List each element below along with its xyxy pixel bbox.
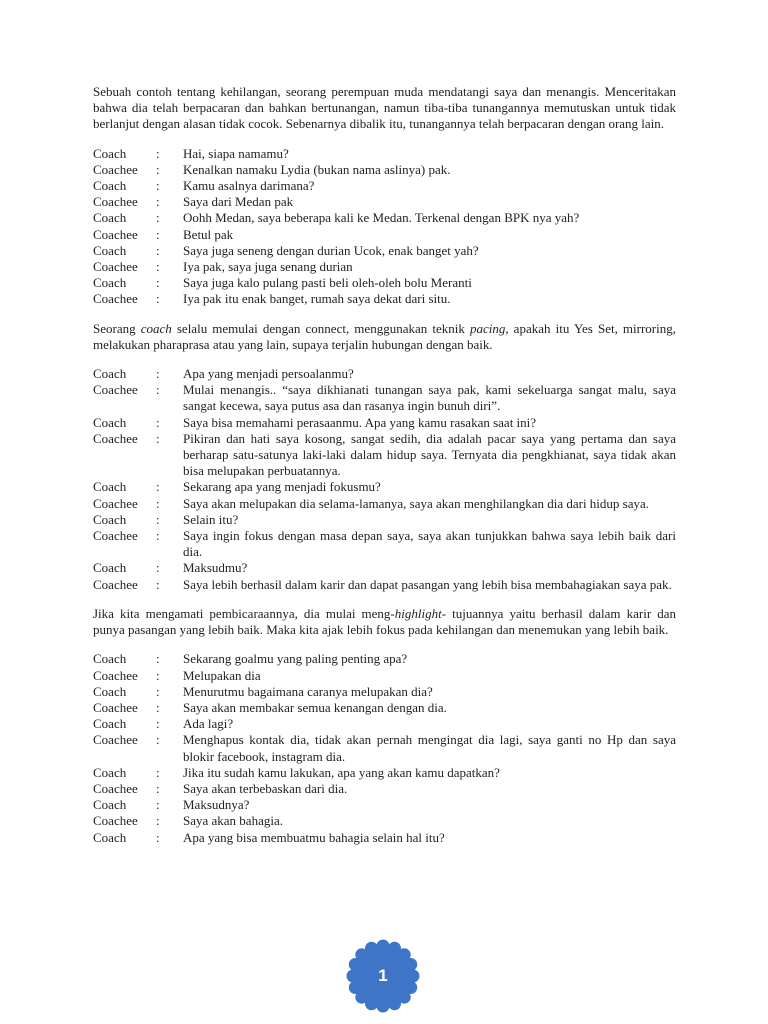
- dialog-text: Jika itu sudah kamu lakukan, apa yang akan kamu dapatkan?: [183, 764, 500, 780]
- speaker-label: Coachee: [93, 291, 138, 307]
- dialog-text: Apa yang menjadi persoalanmu?: [183, 366, 354, 382]
- colon-separator: :: [156, 651, 160, 667]
- speaker-label: Coachee: [93, 576, 138, 592]
- colon-separator: :: [156, 716, 160, 732]
- dialog-line: [93, 781, 676, 797]
- colon-separator: :: [156, 528, 160, 544]
- speaker-label: Coachee: [93, 259, 138, 275]
- dialog-text: Mulai menangis.. “saya dikhianati tunangan saya pak, kami sekeluarga sangat malu, saya sangat kecewa, saya putus asa dan rasanya ingin bunuh diri”.: [183, 382, 676, 414]
- colon-separator: :: [156, 366, 160, 382]
- dialog-text: Oohh Medan, saya beberapa kali ke Medan. Terkenal dengan BPK nya yah?: [183, 210, 580, 226]
- dialog-line: [93, 560, 676, 576]
- dialog-line: [93, 668, 676, 684]
- dialog-line: [93, 366, 676, 382]
- dialog-text: Melupakan dia: [183, 667, 261, 683]
- speaker-label: Coach: [93, 275, 127, 291]
- dialog-line: [93, 732, 676, 764]
- dialog-text: Saya juga kalo pulang pasti beli oleh-oleh bolu Meranti: [183, 275, 472, 291]
- colon-separator: :: [156, 382, 160, 398]
- dialog-text: Apa yang bisa membuatmu bahagia selain hal itu?: [183, 829, 445, 845]
- dialog-line: [93, 243, 676, 259]
- dialog-line: [93, 577, 676, 593]
- speaker-label: Coachee: [93, 495, 138, 511]
- dialog-line: [93, 830, 676, 846]
- text-run: tujuannya yaitu berhasil dalam karir dan punya pasangan yang lebih baik. Maka kita ajak lebih fokus pada kehilangan dan menemukan yang lebih baik.: [93, 605, 676, 638]
- colon-separator: :: [156, 210, 160, 226]
- dialog-text: Iya pak, saya juga senang durian: [183, 259, 353, 275]
- dialog-line: [93, 651, 676, 667]
- coach-technique-paragraph: [93, 321, 676, 353]
- speaker-label: Coach: [93, 651, 127, 667]
- dialog-line: [93, 528, 676, 560]
- dialog-line: [93, 512, 676, 528]
- dialog-line: [93, 382, 676, 414]
- speaker-label: Coachee: [93, 528, 138, 544]
- speaker-label: Coachee: [93, 382, 138, 398]
- colon-separator: :: [156, 813, 160, 829]
- speaker-label: Coach: [93, 178, 127, 194]
- speaker-label: Coach: [93, 829, 127, 845]
- colon-separator: :: [156, 732, 160, 748]
- colon-separator: :: [156, 145, 160, 161]
- colon-separator: :: [156, 797, 160, 813]
- colon-separator: :: [156, 430, 160, 446]
- dialog-line: [93, 227, 676, 243]
- dialog-text: Saya ingin fokus dengan masa depan saya, saya akan tunjukkan bahwa saya lebih baik dari dia.: [183, 528, 676, 560]
- colon-separator: :: [156, 178, 160, 194]
- colon-separator: :: [156, 275, 160, 291]
- speaker-label: Coach: [93, 479, 127, 495]
- colon-separator: :: [156, 291, 160, 307]
- dialog-text: Saya akan bahagia.: [183, 813, 283, 829]
- dialog-block-1: [93, 146, 676, 308]
- colon-separator: :: [156, 414, 160, 430]
- speaker-label: Coachee: [93, 667, 138, 683]
- speaker-label: Coachee: [93, 194, 138, 210]
- speaker-label: Coach: [93, 797, 127, 813]
- colon-separator: :: [156, 683, 160, 699]
- dialog-line: [93, 496, 676, 512]
- speaker-label: Coach: [93, 683, 127, 699]
- speaker-label: Coach: [93, 210, 127, 226]
- speaker-label: Coach: [93, 366, 127, 382]
- dialog-text: Sekarang goalmu yang paling penting apa?: [183, 651, 408, 667]
- speaker-label: Coachee: [93, 813, 138, 829]
- colon-separator: :: [156, 560, 160, 576]
- dialog-line: [93, 291, 676, 307]
- dialog-text: Ada lagi?: [183, 716, 234, 732]
- dialog-line: [93, 684, 676, 700]
- speaker-label: Coachee: [93, 226, 138, 242]
- dialog-text: Saya bisa memahami perasaanmu. Apa yang kamu rasakan saat ini?: [183, 414, 537, 430]
- highlight-paragraph: [93, 606, 676, 638]
- colon-separator: :: [156, 194, 160, 210]
- dialog-text: Menurutmu bagaimana caranya melupakan dia?: [183, 683, 433, 699]
- text-run: , apakah itu Yes Set, mirroring, melakukan pharaprasa atau yang lain, supaya terjalin hubungan dengan baik.: [93, 320, 677, 352]
- dialog-text: Hai, siapa namamu?: [183, 145, 289, 161]
- colon-separator: :: [156, 161, 160, 177]
- dialog-text: Menghapus kontak dia, tidak akan pernah mengingat dia lagi, saya ganti no Hp dan saya blokir facebook, instagram dia.: [183, 732, 676, 764]
- speaker-label: Coach: [93, 511, 127, 527]
- dialog-line: [93, 415, 676, 431]
- dialog-text: Betul pak: [183, 226, 234, 242]
- dialog-line: [93, 259, 676, 275]
- colon-separator: :: [156, 780, 160, 796]
- dialog-line: [93, 210, 676, 226]
- italic-term: highlight-: [394, 605, 447, 621]
- dialog-text: Saya akan melupakan dia selama-lamanya, saya akan menghilangkan dia dari hidup saya.: [183, 495, 650, 511]
- dialog-line: [93, 765, 676, 781]
- dialog-line: [93, 479, 676, 495]
- speaker-label: Coachee: [93, 699, 138, 715]
- speaker-label: Coach: [93, 414, 127, 430]
- colon-separator: :: [156, 495, 160, 511]
- dialog-line: [93, 700, 676, 716]
- dialog-text: Sekarang apa yang menjadi fokusmu?: [183, 479, 381, 495]
- colon-separator: :: [156, 226, 160, 242]
- dialog-text: Saya lebih berhasil dalam karir dan dapat pasangan yang lebih bisa membahagiakan saya pak.: [183, 576, 672, 592]
- dialog-line: [93, 194, 676, 210]
- dialog-text: Saya akan membakar semua kenangan dengan dia.: [183, 699, 447, 715]
- page-content: [93, 84, 676, 859]
- page-number-badge: [345, 938, 421, 1014]
- dialog-text: Iya pak itu enak banget, rumah saya dekat dari situ.: [183, 291, 451, 307]
- dialog-text: Maksudnya?: [183, 797, 250, 813]
- speaker-label: Coach: [93, 560, 127, 576]
- dialog-block-2: [93, 366, 676, 593]
- colon-separator: :: [156, 511, 160, 527]
- dialog-text: Saya juga seneng dengan durian Ucok, enak banget yah?: [183, 242, 479, 258]
- colon-separator: :: [156, 829, 160, 845]
- text-run: Seorang: [93, 320, 141, 336]
- speaker-label: Coach: [93, 242, 127, 258]
- dialog-text: Kamu asalnya darimana?: [183, 178, 315, 194]
- colon-separator: :: [156, 667, 160, 683]
- dialog-text: Saya dari Medan pak: [183, 194, 294, 210]
- dialog-line: [93, 146, 676, 162]
- dialog-line: [93, 178, 676, 194]
- dialog-block-3: [93, 651, 676, 845]
- speaker-label: Coachee: [93, 161, 138, 177]
- dialog-line: [93, 275, 676, 291]
- speaker-label: Coach: [93, 145, 127, 161]
- colon-separator: :: [156, 259, 160, 275]
- text-run: Jika kita mengamati pembicaraannya, dia mulai meng-: [93, 605, 395, 621]
- page-number: 1: [378, 966, 388, 985]
- colon-separator: :: [156, 242, 160, 258]
- italic-term: pacing: [469, 320, 506, 336]
- dialog-line: [93, 162, 676, 178]
- dialog-line: [93, 431, 676, 480]
- colon-separator: :: [156, 764, 160, 780]
- colon-separator: :: [156, 576, 160, 592]
- dialog-line: [93, 813, 676, 829]
- dialog-text: Selain itu?: [183, 511, 239, 527]
- dialog-text: Kenalkan namaku Lydia (bukan nama aslinya) pak.: [183, 161, 451, 177]
- colon-separator: :: [156, 479, 160, 495]
- colon-separator: :: [156, 699, 160, 715]
- speaker-label: Coachee: [93, 732, 138, 748]
- text-run: selalu memulai dengan connect, menggunakan teknik: [171, 320, 470, 336]
- dialog-line: [93, 716, 676, 732]
- speaker-label: Coach: [93, 716, 127, 732]
- dialog-line: [93, 797, 676, 813]
- speaker-label: Coach: [93, 764, 127, 780]
- dialog-text: Maksudmu?: [183, 560, 248, 576]
- italic-term: coach: [140, 320, 172, 336]
- speaker-label: Coachee: [93, 780, 138, 796]
- dialog-text: Pikiran dan hati saya kosong, sangat sedih, dia adalah pacar saya yang pertama dan saya berharap satu-satunya laki-laki dalam hidup saya. Ternyata dia pengkhianat, saya tidak akan bisa melupakan perbuatannya.: [183, 430, 676, 479]
- intro-paragraph: Sebuah contoh tentang kehilangan, seorang perempuan muda mendatangi saya dan menangis. Menceritakan bahwa dia telah berpacaran dan bahkan bertunangan, namun tiba-tiba tunangannya memutuskan untuk tidak berlanjut dengan alasan tidak cocok. Sebenarnya dibalik itu, tunangannya telah berpacaran dengan orang lain.: [93, 84, 676, 132]
- speaker-label: Coachee: [93, 430, 138, 446]
- dialog-text: Saya akan terbebaskan dari dia.: [183, 780, 348, 796]
